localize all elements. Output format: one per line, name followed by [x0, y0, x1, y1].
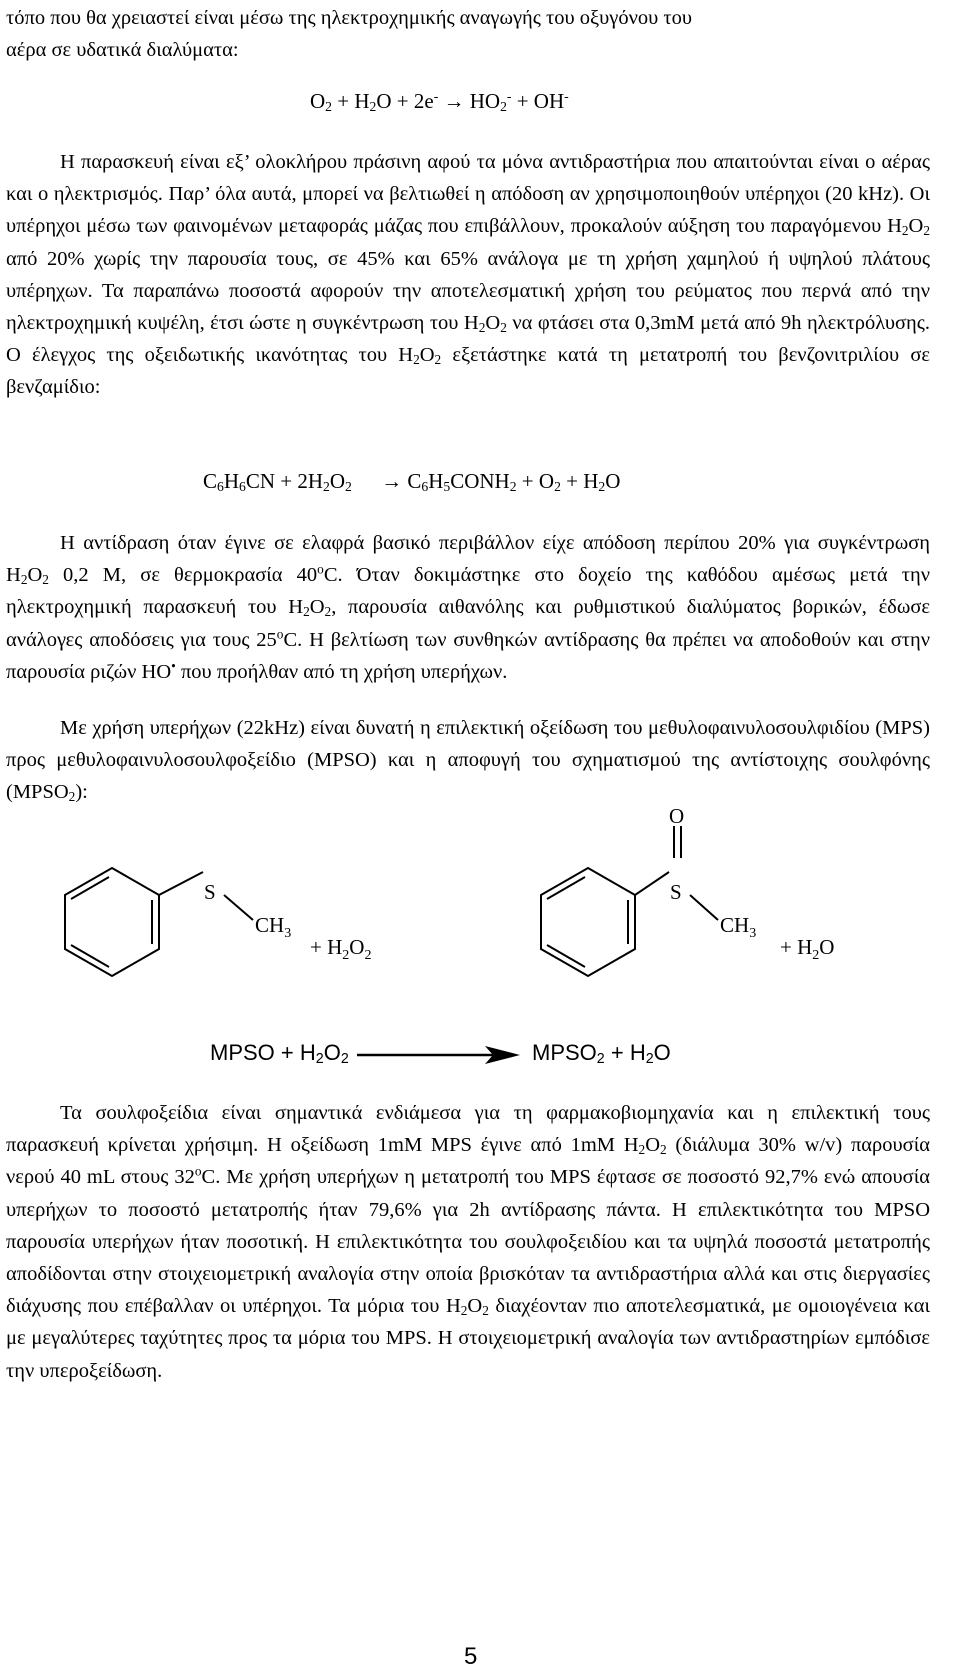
paragraph-ultrasound-yield: Η παρασκευή είναι εξ’ ολοκλήρου πράσινη αφού τα μόνα αντιδραστήρια που απαιτούνται είναι ο αέρας και ο ηλεκτρισμός. Παρ’ όλα αυτά, μπορεί να βελτιωθεί η απόδοση αν χρησιμοποιηθούν υπέρηχοι (20 kHz). Οι υπέρηχοι μέσω των φαινομένων μεταφοράς μάζας που επιβάλλουν, προκαλούν αύξηση του παραγόμενου $H_2O_2$ από 20% χωρίς την παρουσία τους, σε 45% και 65% ανάλογα με τη χρήση χαμηλού ή υψηλού πλάτους υπέρηχων. Τα παραπάνω ποσοστά αφορούν την αποτελεσματική χρήση του ρεύματος που περνά από την ηλεκτροχημική κυψέλη, έτσι ώστε η συγκέντρωση του $H_2O_2$ να φτάσει στα 0,3mM μετά από 9h ηλεκτρόλυσης. Ο έλεγχος της οξειδωτικής ικανότητας του $H_2O_2$ εξετάστηκε κατά τη μετατροπή του βενζονιτριλίου σε βενζαμίδιο: — [6, 151, 930, 399]
benzene-ring-left — [65, 868, 159, 976]
page-number: 5 — [464, 1643, 478, 1670]
paragraph-reaction-conditions: Η αντίδραση όταν έγινε σε ελαφρά βασικό περιβάλλον είχε απόδοση περίπου 20% για συγκέντρωση $H_2O_2$ 0,2 M, σε θερμοκρασία 40$^o$C. Όταν δοκιμάστηκε στο δοχείο της καθόδου αμέσως μετά την ηλεκτροχημική παρασκευή του $H_2O_2$, παρουσία αιθανόλης και ρυθμιστικού διαλύματος βορικών, έδωσε ανάλογες αποδόσεις για τους 25$^o$C. Η βελτίωση των συνθηκών αντίδρασης θα πρέπει να αποδοθούν και στην παρουσία ριζών HO• που προήλθαν από τη χρήση υπερήχων. — [6, 532, 930, 683]
methyl-group-right: $CH_3$ — [720, 913, 757, 941]
reaction-arrow — [355, 1040, 525, 1070]
product-water: + $H_2O$ — [780, 935, 835, 963]
intro-line-2: αέρα σε υδατικά διαλύματα: — [6, 39, 239, 62]
reagent-hydrogen-peroxide: + $H_2O_2$ — [310, 935, 372, 963]
intro-paragraph — [6, 2, 930, 66]
mps-oxidation-scheme — [0, 804, 960, 980]
sulfur-atom-right: S — [670, 880, 682, 904]
paragraph-mps-oxidation: Με χρήση υπερήχων (22kHz) είναι δυνατή η επιλεκτική οξείδωση του μεθυλοφαινυλοσουλφιδίου (MPS) προς μεθυλοφαινυλοσουλφοξείδιο (MPSO) και η αποφυγή του σχηματισμού της αντίστοιχης σουλφόνης $(MPSO_2)$: — [6, 717, 930, 805]
equation-mpso-right: $MPSO_2 + H_2O$ — [532, 1040, 671, 1068]
oxygen-atom: O — [669, 804, 685, 828]
benzene-ring-right — [541, 868, 635, 976]
equation-benzonitrile: $C_6H_6CN + 2H_2O_2$ → $C_6H_5CONH_2 + O_2 + H_2O$ — [203, 469, 621, 494]
methyl-group-left: $CH_3$ — [255, 913, 292, 941]
sulfur-atom-left: S — [204, 880, 216, 904]
equation-mpso-left: MPSO + $H_2O_2$ — [210, 1040, 349, 1068]
paragraph-sulfoxides: Τα σουλφοξείδια είναι σημαντικά ενδιάμεσα για τη φαρμακοβιομηχανία και η επιλεκτική τους παρασκευή κρίνεται χρήσιμη. Η οξείδωση 1mM MPS έγινε από 1mM $H_2O_2$ (διάλυμα 30% w/v) παρουσία νερού 40 mL στους 32$^o$C. Με χρήση υπερήχων η μετατροπή του MPS έφτασε σε ποσοστό 92,7% ενώ απουσία υπερήχων το ποσοστό μετατροπής ήταν 79,6% για 2h αντίδρασης πάντα. Η επιλεκτικότητα του MPSO παρουσία υπερήχων ήταν ποσοτική. Η επιλεκτικότητα του σουλφοξειδίου και τα υψηλά ποσοστά μετατροπής αποδίδονται στην στοιχειομετρική αναλογία στην οποία βρισκόταν τα αντιδραστήρια αλλά και στις διεργασίες διάχυσης που επέβαλλαν οι υπέρηχοι. Τα μόρια του $H_2O_2$ διαχέονταν πιο αποτελεσματικά, με ομοιογένεια και με μεγαλύτερες ταχύτητες προς τα μόρια του MPS. Η στοιχειομετρική αναλογία των αντιδραστηρίων εμπόδισε την υπεροξείδωση. — [6, 1102, 930, 1382]
intro-line-1: τόπο που θα χρειαστεί είναι μέσω της ηλεκτροχημικής αναγωγής του οξυγόνου του — [6, 7, 693, 29]
equation-oxygen-reduction: $O_2 + H_2O + 2e^- \to HO_2^- + OH^-$ — [310, 88, 569, 114]
mpso-bonds — [635, 826, 718, 920]
